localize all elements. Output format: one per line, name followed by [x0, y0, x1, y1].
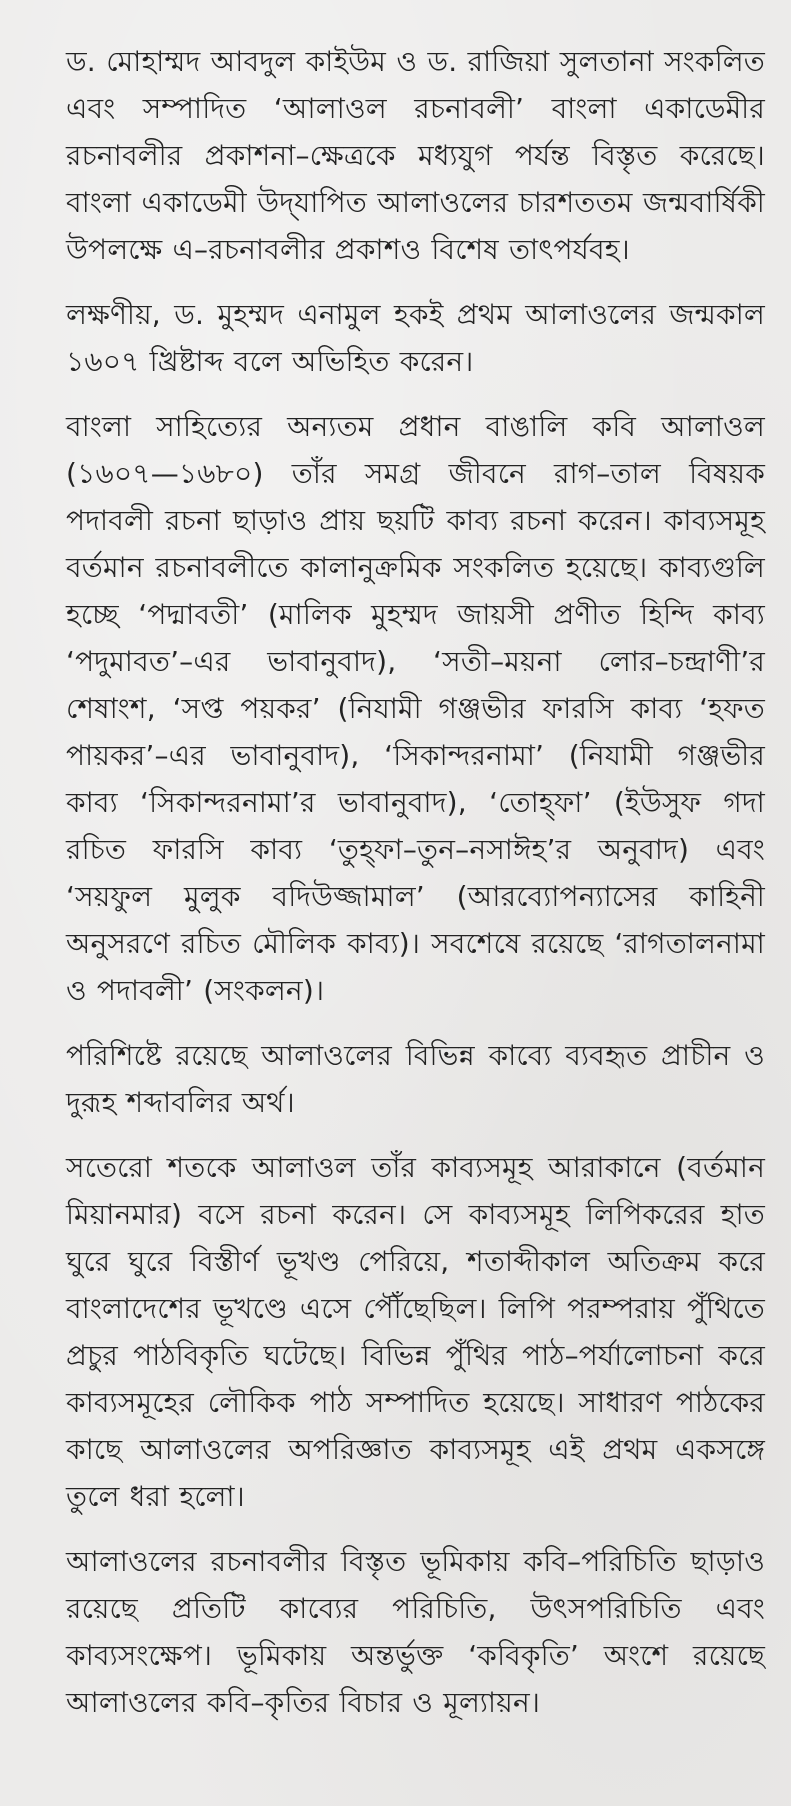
paragraph-birth-year: লক্ষণীয়, ড. মুহম্মদ এনামুল হকই প্রথম আলাওলের জন্মকাল ১৬০৭ খ্রিষ্টাব্দ বলে অভিহিত করেন।: [66, 298, 765, 378]
paragraph-works-list: বাংলা সাহিত্যের অন্যতম প্রধান বাঙালি কবি আলাওল (১৬০৭—১৬৮০) তাঁর সমগ্র জীবনে রাগ–তাল বিষয়ক পদাবলী রচনা ছাড়াও প্রায় ছয়টি কাব্য রচনা করেন। কাব্যসমূহ বর্তমান রচনাবলীতে কালানুক্রমিক সংকলিত হয়েছে। কাব্যগুলি হচ্ছে ‘পদ্মাবতী’ (মালিক মুহম্মদ জায়সী প্রণীত হিন্দি কাব্য ‘পদুমাবত’–এর ভাবানুবাদ), ‘সতী–ময়না লোর–চন্দ্রাণী’র শেষাংশ, ‘সপ্ত পয়কর’ (নিযামী গঞ্জভীর ফারসি কাব্য ‘হফত পায়কর’–এর ভাবানুবাদ), ‘সিকান্দরনামা’ (নিযামী গঞ্জভীর কাব্য ‘সিকান্দরনামা’র ভাবানুবাদ), ‘তোহ্‌ফা’ (ইউসুফ গদা রচিত ফারসি কাব্য ‘তুহ্‌ফা–তুন–নসাঈহ’র অনুবাদ) এবং ‘সয়ফুল মুলুক বদিউজ্জামাল’ (আরব্যোপন্যাসের কাহিনী অনুসরণে রচিত মৌলিক কাব্য)। সবশেষে রয়েছে ‘রাগতালনামা ও পদাবলী’ (সংকলন)।: [66, 410, 765, 1007]
paragraph-introduction-section: আলাওলের রচনাবলীর বিস্তৃত ভূমিকায় কবি–পরিচিতি ছাড়াও রয়েছে প্রতিটি কাব্যের পরিচিতি, উৎসপরিচিতি এবং কাব্যসংক্ষেপ। ভূমিকায় অন্তর্ভুক্ত ‘কবিকৃতি’ অংশে রয়েছে আলাওলের কবি–কৃতির বিচার ও মূল্যায়ন।: [66, 1545, 765, 1719]
paragraph-intro: ড. মোহাম্মদ আবদুল কাইউম ও ড. রাজিয়া সুলতানা সংকলিত এবং সম্পাদিত ‘আলাওল রচনাবলী’ বাংলা একাডেমীর রচনাবলীর প্রকাশনা–ক্ষেত্রকে মধ্যযুগ পর্যন্ত বিস্তৃত করেছে। বাংলা একাডেমী উদ্‌যাপিত আলাওলের চারশততম জন্মবার্ষিকী উপলক্ষে এ–রচনাবলীর প্রকাশও বিশেষ তাৎপর্যবহ।: [66, 45, 765, 266]
paragraph-manuscripts: সতেরো শতকে আলাওল তাঁর কাব্যসমূহ আরাকানে (বর্তমান মিয়ানমার) বসে রচনা করেন। সে কাব্যসমূহ লিপিকরের হাত ঘুরে ঘুরে বিস্তীর্ণ ভূখণ্ড পেরিয়ে, শতাব্দীকাল অতিক্রম করে বাংলাদেশের ভূখণ্ডে এসে পৌঁছেছিল। লিপি পরম্পরায় পুঁথিতে প্রচুর পাঠবিকৃতি ঘটেছে। বিভিন্ন পুঁথির পাঠ–পর্যালোচনা করে কাব্যসমূহের লৌকিক পাঠ সম্পাদিত হয়েছে। সাধারণ পাঠকের কাছে আলাওলের অপরিজ্ঞাত কাব্যসমূহ এই প্রথম একসঙ্গে তুলে ধরা হলো।: [66, 1151, 765, 1513]
paragraph-appendix: পরিশিষ্টে রয়েছে আলাওলের বিভিন্ন কাব্যে ব্যবহৃত প্রাচীন ও দুরূহ শব্দাবলির অর্থ।: [66, 1039, 765, 1119]
